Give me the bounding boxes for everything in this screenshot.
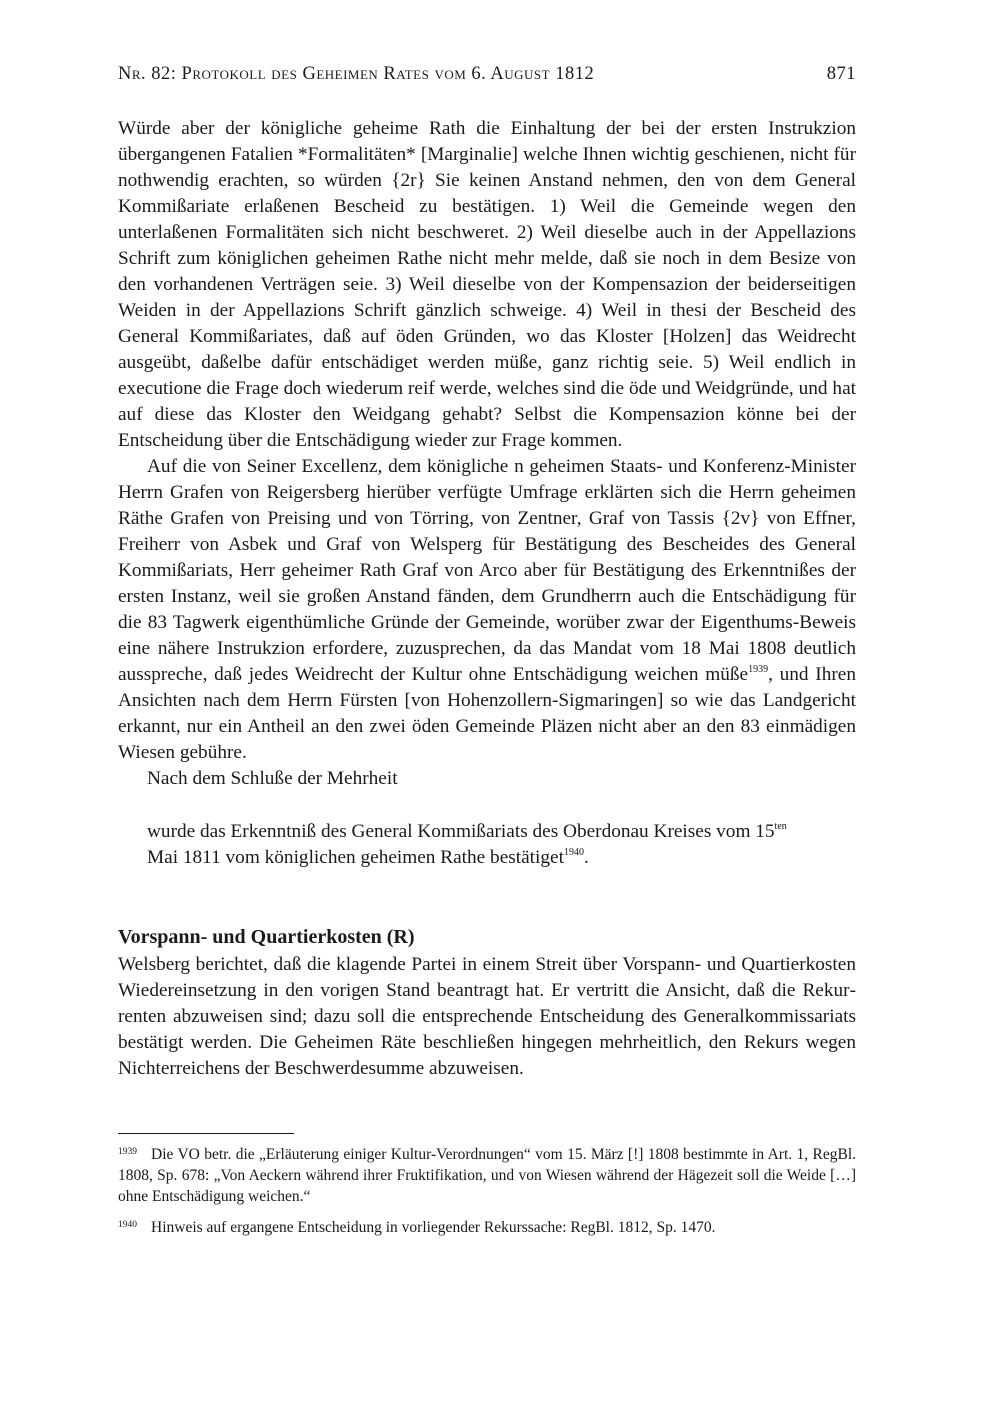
paragraph-2-text: Auf die von Seiner Excellenz, dem königliche n geheimen Staats- und Konferenz-Minister Herrn Grafen von Reigersberg hierüber verfügte Umfrage erklärten sich die Herrn geheimen Räthe Grafen von Preising und von Törring, von Zentner, Graf von Tassis {2v} von Effner, Freiherr von Asbek und Graf von Welsperg für Bestätigung des Bescheides des General Kommißariats, Herr geheimer Rath Graf von Arco aber für Bestätigung des Erkenntnißes der ersten Instanz, weil sie großen Anstand fänden, dem Grundherrn auch die Entschädigung für die 83 Tagwerk eigenthümliche Gründe der Gemeinde, worüber zwar der Eigenthums-Beweis eine nähere Instrukzion erfordere, zuzusprechen, da das Mandat vom 18 Mai 1808 deutlich ausspreche, daß jedes Weidrecht der Kultur ohne Entschädigung weichen müße bbox=[118, 456, 856, 685]
footnote-ref-1939: 1939 bbox=[748, 664, 769, 675]
footnote-number: 1940 bbox=[118, 1220, 137, 1230]
main-text bbox=[118, 116, 856, 792]
section-heading: Vorspann- und Quartierkosten (R) bbox=[118, 926, 415, 948]
footnote-number: 1939 bbox=[118, 1147, 137, 1157]
footnote-ref-1940: 1940 bbox=[563, 847, 584, 858]
superscript-ten: ten bbox=[774, 821, 787, 832]
footnote-rule bbox=[118, 1133, 294, 1134]
footnote-1939 bbox=[118, 1144, 856, 1207]
decision-block bbox=[147, 819, 856, 871]
paragraph-3: Nach dem Schluße der Mehrheit bbox=[147, 768, 398, 789]
running-head bbox=[118, 64, 856, 94]
paragraph-2 bbox=[118, 454, 856, 766]
paragraph-2-end: , und Ihren Ansichten nach dem Herrn Fürsten [von Hohenzollern-Sigmaringen] so wie das Landgericht erkannt, nur ein Antheil an den zwei öden Gemeinde Pläzen nicht aber an den 83 einmädigen Wiesen gebühre. bbox=[118, 664, 856, 763]
decision-end: . bbox=[583, 847, 589, 868]
section-paragraph: Welsberg berichtet, daß die klagende Partei in einem Streit über Vorspann- und Quartierkosten Wiedereinsetzung in den vorigen Stand beantragt hat. Er vertritt die Ansicht, daß die Rekurrenten abzuweisen sind; dazu soll die entsprechende Entscheidung des Generalkommissariats bestätigt werden. Die Geheimen Räte beschließen hingegen mehrheitlich, den Rekurs wegen Nichterreichens der Beschwerdesumme abzuweisen. bbox=[118, 954, 856, 1079]
footnote-text: Hinweis auf ergangene Entscheidung in vorliegender Rekurssache: RegBl. 1812, Sp. 1470. bbox=[151, 1219, 716, 1236]
page-number: 871 bbox=[826, 64, 856, 84]
section-body bbox=[118, 952, 856, 1082]
paragraph-1: Würde aber der königliche geheime Rath die Einhaltung der bei der ersten Instrukzion übergangenen Fatalien *Formalitäten* [Marginalie] welche Ihnen wichtig geschienen, nicht für nothwendig erachten, so würden {2r} Sie keinen Anstand nehmen, den von dem General Kommißariate erlaßenen Bescheid zu bestätigen. 1) Weil die Gemeinde wegen den unterlaßenen Formalitäten sich nicht beschweret. 2) Weil dieselbe auch in der Appellazions Schrift zum königlichen geheimen Rathe nicht mehr melde, daß sie noch in dem Besize von den vorhandenen Verträgen seie. 3) Weil dieselbe von der Kompensazion der beiderseitigen Weiden in der Appellazions Schrift gänzlich schweige. 4) Weil in thesi der Bescheid des General Kommißariates, daß auf öden Gründen, wo das Kloster [Holzen] das Weidrecht ausgeübt, daßelbe dafür entschädiget werden müße, ganz richtig seie. 5) Weil endlich in executione die Frage doch wiederum reif werde, welches sind die öde und Weidgründe, und hat auf diese das Kloster den Weidgang gehabt? Selbst die Kompensazion könne bei der Entscheidung über die Entschädigung wieder zur Frage kommen. bbox=[118, 118, 856, 451]
decision-text-b: Mai 1811 vom königlichen geheimen Rathe bestätiget bbox=[147, 847, 564, 868]
running-head-title: Nr. 82: Protokoll des Geheimen Rates vom 6. August 1812 bbox=[118, 64, 595, 84]
footnote-1940 bbox=[118, 1217, 856, 1238]
footnotes bbox=[118, 1144, 856, 1248]
decision-text-a: wurde das Erkenntniß des General Kommißariats des Oberdonau Kreises vom 15 bbox=[147, 821, 775, 842]
decision-text bbox=[147, 819, 856, 871]
footnote-text: Die VO betr. die „Erläuterung einiger Kultur-Verordnungen“ vom 15. März [!] 1808 bestimmte in Art. 1, RegBl. 1808, Sp. 678: „Von Aeckern während ihrer Fruktifikation, und von Wiesen während der Hägezeit soll die Weide […] ohne Entschädigung weichen.“ bbox=[118, 1146, 856, 1205]
